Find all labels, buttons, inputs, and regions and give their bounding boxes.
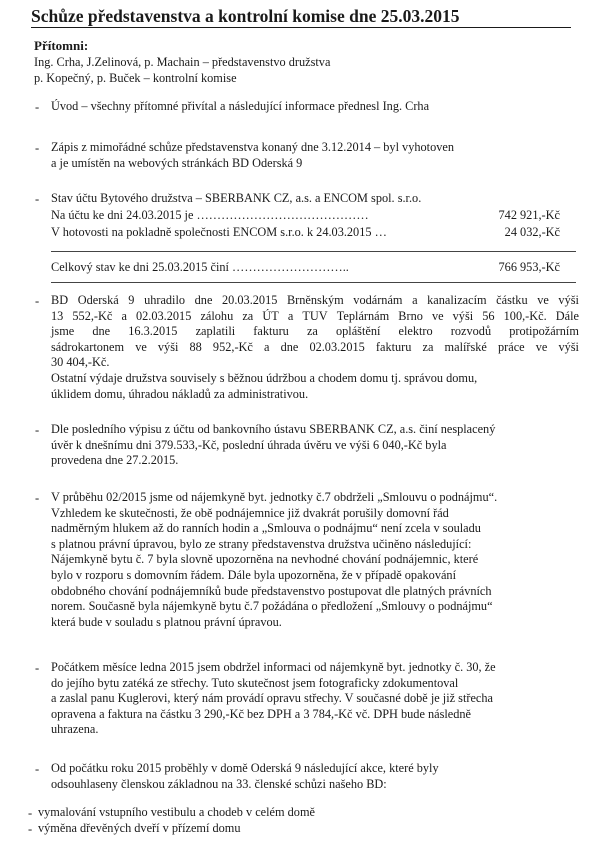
sublease-line: obdobného chování podnájemníků bude představenstvo postupovat dle platných právních — [51, 583, 492, 598]
attendees-board: Ing. Crha, J.Zelinová, p. Machain – představenstvo družstva — [34, 55, 331, 69]
sublease-line: Vzhledem ke skutečnosti, že obě podnájemnice již dvakrát porušily domovní řád — [51, 505, 449, 520]
minutes-record-line: a je umístěn na webových stránkách BD Oderská 9 — [51, 155, 303, 170]
bullet-dash: - — [28, 822, 33, 836]
bullet-dash: - — [35, 661, 40, 675]
loan-line: úvěr k dnešnímu dni 379.533,-Kč, poslední úhrada úvěru ve výši 6 040,-Kč byla — [51, 437, 447, 452]
roof-repair-line: a zaslal panu Kuglerovi, který nám provádí opravu střechy. V současné době je již střecha — [51, 691, 493, 706]
payments-line: 30 404,-Kč. — [51, 355, 110, 370]
payments-line: jsme dne 16.3.2015 zaplatili fakturu za opláštění elektro rozvodů protipožárním — [51, 324, 579, 339]
bank-account-label: Na účtu ke dni 24.03.2015 je …………………………………… — [51, 208, 369, 222]
action-list-item: výměna dřevěných dveří v přízemí domu — [38, 821, 241, 835]
roof-repair-line: Počátkem měsíce ledna 2015 jsem obdržel informaci od nájemkyně byt. jednotky č. 30, že — [51, 660, 496, 674]
cash-amount: 24 032,-Kč — [504, 225, 560, 239]
loan-item — [51, 422, 579, 469]
attendees-audit-committee: p. Kopečný, p. Buček – kontrolní komise — [34, 71, 237, 85]
section-divider — [51, 282, 576, 283]
minutes-record-item — [51, 140, 579, 171]
sublease-line: Nájemkyně bytu č. 7 byla slovně upozorněna na nevhodné chování podnájemnic, které — [51, 552, 479, 567]
intro-item — [51, 99, 579, 115]
cash-label: V hotovosti na pokladně společnosti ENCOM s.r.o. k 24.03.2015 … — [51, 225, 387, 239]
bullet-dash: - — [35, 141, 40, 155]
building-actions-item — [51, 761, 579, 792]
roof-repair-line: opravena a faktura na částku 3 290,-Kč bez DPH a 3 784,-Kč vč. DPH bude následně — [51, 706, 472, 721]
action-list-item: vymalování vstupního vestibulu a chodeb v celém domě — [38, 805, 315, 819]
attendees-heading: Přítomni: — [34, 38, 89, 53]
bullet-dash: - — [35, 100, 40, 114]
building-actions-line: odsouhlaseny členskou základnou na 33. členské schůzi našeho BD: — [51, 776, 387, 791]
payments-line: sádrokartonem ve výši 88 952,-Kč a dne 02.03.2015 fakturu za malířské práce ve výši — [51, 339, 579, 354]
loan-line: Dle posledního výpisu z účtu od bankovního ústavu SBERBANK CZ, a.s. činí nesplacený — [51, 422, 496, 436]
account-status-heading: Stav účtu Bytového družstva – SBERBANK CZ, a.s. a ENCOM spol. s.r.o. — [51, 191, 422, 205]
sum-divider — [51, 251, 576, 252]
payments-item — [51, 293, 579, 402]
payments-line: 13 552,-Kč a 02.03.2015 zálohu za ÚT a TUV Teplárnám Brno ve výši 56 100,-Kč. Dále — [51, 308, 579, 323]
bullet-dash: - — [35, 423, 40, 437]
payments-line: BD Oderská 9 uhradilo dne 20.03.2015 Brněnským vodárnám a kanalizacím částku ve výši — [51, 293, 579, 307]
sublease-line: bylo v rozporu s domovním řádem. Dále byla upozorněna, že v případě opakování — [51, 567, 456, 582]
sublease-line: V průběhu 02/2015 jsme od nájemkyně byt. jednotky č.7 obdrželi „Smlouvu o podnájmu“. — [51, 490, 498, 504]
total-balance-amount: 766 953,-Kč — [498, 260, 560, 274]
payments-line: úklidem domu, úhradou nákladů za administrativou. — [51, 386, 309, 401]
intro-text: Úvod – všechny přítomné přivítal a následující informace přednesl Ing. Crha — [51, 99, 430, 113]
sublease-line: která bude v souladu s platnou právní úpravou. — [51, 614, 282, 629]
document-title: Schůze představenstva a kontrolní komise dne 25.03.2015 — [31, 5, 571, 28]
bank-account-amount: 742 921,-Kč — [498, 208, 560, 222]
sublease-line: nadměrným hlukem až do ranních hodin a „Smlouva o podnájmu“ není zcela v souladu — [51, 521, 481, 536]
bullet-dash: - — [35, 762, 40, 776]
minutes-record-line: Zápis z mimořádné schůze představenstva konaný dne 3.12.2014 – byl vyhotoven — [51, 140, 454, 154]
bullet-dash: - — [35, 294, 40, 308]
loan-line: provedena dne 27.2.2015. — [51, 453, 179, 468]
bullet-dash: - — [28, 806, 33, 820]
sublease-item — [51, 490, 579, 630]
bullet-dash: - — [35, 192, 40, 206]
payments-line: Ostatní výdaje družstva souvisely s běžnou údržbou a chodem domu tj. správou domu, — [51, 370, 478, 385]
roof-repair-item — [51, 660, 579, 738]
sublease-line: s platnou právní úpravou, bylo ze strany představenstva družstva učiněno následující: — [51, 536, 472, 551]
sublease-line: norem. Současně byla nájemkyně bytu č.7 požádána o předložení „Smlouvy o podnájmu“ — [51, 599, 493, 614]
roof-repair-line: uhrazena. — [51, 722, 99, 737]
total-balance-label: Celkový stav ke dni 25.03.2015 činí ……………………….. — [51, 260, 349, 274]
building-actions-line: Od počátku roku 2015 proběhly v domě Oderská 9 následující akce, které byly — [51, 761, 439, 775]
roof-repair-line: do jejího bytu zatéká ze střechy. Tuto skutečnost jsem fotograficky zdokumentoval — [51, 675, 459, 690]
bullet-dash: - — [35, 491, 40, 505]
